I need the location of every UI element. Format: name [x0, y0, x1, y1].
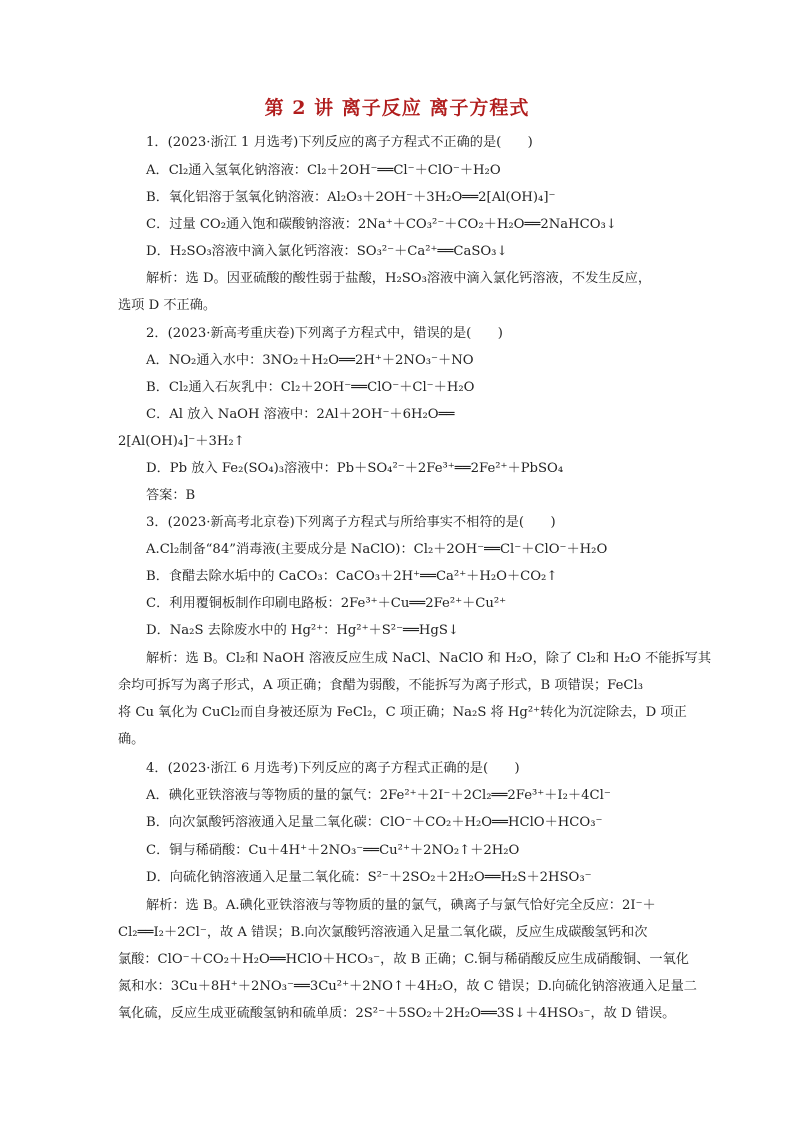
- q2-option-a: A．NO₂通入水中：3NO₂＋H₂O══2H⁺＋2NO₃⁻＋NO: [146, 353, 474, 368]
- question-3-stem: 3．(2023·新高考北京卷)下列离子方程式与所给事实不相符的是( ): [146, 515, 556, 530]
- q3-option-d: D．Na₂S 去除废水中的 Hg²⁺：Hg²⁺＋S²⁻══HgS↓: [146, 623, 459, 638]
- q4-option-a: A．碘化亚铁溶液与等物质的量的氯气：2Fe²⁺＋2I⁻＋2Cl₂══2Fe³⁺＋I₂＋4Cl⁻: [146, 788, 611, 803]
- q4-analysis-line-2: Cl₂══I₂＋2Cl⁻，故 A 错误；B.向次氯酸钙溶液通入足量二氧化碳，反应生成碳酸氢钙和次: [118, 925, 648, 940]
- q2-option-b: B．Cl₂通入石灰乳中：Cl₂＋2OH⁻══ClO⁻＋Cl⁻＋H₂O: [146, 380, 475, 395]
- q2-option-c-continued: 2[Al(OH)₄]⁻＋3H₂↑: [118, 434, 245, 449]
- q2-answer: 答案：B: [146, 488, 196, 503]
- q4-option-c: C．铜与稀硝酸：Cu＋4H⁺＋2NO₃⁻══Cu²⁺＋2NO₂↑＋2H₂O: [146, 843, 520, 858]
- q4-analysis-line-5: 氧化硫，反应生成亚硫酸氢钠和硫单质：2S²⁻＋5SO₂＋2H₂O══3S↓＋4HSO₃⁻，故 D 错误。: [118, 1006, 676, 1021]
- q3-analysis-line-4: 确。: [118, 732, 145, 747]
- question-1-stem: 1．(2023·浙江 1 月选考)下列反应的离子方程式不正确的是( ): [146, 135, 533, 150]
- q4-analysis-line-3: 氯酸：ClO⁻＋CO₂＋H₂O══HClO＋HCO₃⁻，故 B 正确；C.铜与稀硝酸反应生成硝酸铜、一氧化: [118, 952, 689, 967]
- q1-option-c: C．过量 CO₂通入饱和碳酸钠溶液：2Na⁺＋CO₃²⁻＋CO₂＋H₂O══2NaHCO₃↓: [146, 217, 617, 232]
- q2-option-d: D．Pb 放入 Fe₂(SO₄)₃溶液中：Pb＋SO₄²⁻＋2Fe³⁺══2Fe²⁺＋PbSO₄: [146, 461, 564, 476]
- q4-analysis-line-1: 解析：选 B。A.碘化亚铁溶液与等物质的量的氯气，碘离子与氯气恰好完全反应：2I⁻＋: [146, 898, 656, 913]
- q4-option-d: D．向硫化钠溶液通入足量二氧化硫：S²⁻＋2SO₂＋2H₂O══H₂S＋2HSO₃⁻: [146, 870, 592, 885]
- q1-option-d: D．H₂SO₃溶液中滴入氯化钙溶液：SO₃²⁻＋Ca²⁺══CaSO₃↓: [146, 244, 508, 259]
- q4-option-b: B．向次氯酸钙溶液通入足量二氧化碳：ClO⁻＋CO₂＋H₂O══HClO＋HCO₃⁻: [146, 815, 603, 830]
- page-title: 第 2 讲 离子反应 离子方程式: [264, 97, 530, 119]
- q1-analysis-line-2: 选项 D 不正确。: [118, 298, 217, 313]
- q3-option-b: B．食醋去除水垢中的 CaCO₃：CaCO₃＋2H⁺══Ca²⁺＋H₂O＋CO₂↑: [146, 569, 558, 584]
- q3-analysis-line-2: 余均可拆写为离子形式，A 项正确；食醋为弱酸，不能拆写为离子形式，B 项错误；FeCl₃: [118, 678, 643, 693]
- q1-option-b: B．氧化铝溶于氢氧化钠溶液：Al₂O₃＋2OH⁻＋3H₂O══2[Al(OH)₄]⁻: [146, 190, 556, 205]
- q3-option-c: C．利用覆铜板制作印刷电路板：2Fe³⁺＋Cu══2Fe²⁺＋Cu²⁺: [146, 596, 507, 611]
- q1-analysis-line-1: 解析：选 D。因亚硫酸的酸性弱于盐酸，H₂SO₃溶液中滴入氯化钙溶液，不发生反应，: [146, 271, 652, 286]
- q2-option-c: C．Al 放入 NaOH 溶液中：2Al＋2OH⁻＋6H₂O══: [146, 407, 455, 422]
- question-2-stem: 2．(2023·新高考重庆卷)下列离子方程式中，错误的是( ): [146, 326, 503, 341]
- q3-analysis-line-3: 将 Cu 氧化为 CuCl₂而自身被还原为 FeCl₂，C 项正确；Na₂S 将 Hg²⁺转化为沉淀除去，D 项正: [118, 705, 687, 720]
- q3-option-a: A.Cl₂制备“84”消毒液(主要成分是 NaClO)：Cl₂＋2OH⁻══Cl⁻＋ClO⁻＋H₂O: [146, 542, 608, 557]
- q3-analysis-line-1: 解析：选 B。Cl₂和 NaOH 溶液反应生成 NaCl、NaClO 和 H₂O，除了 Cl₂和 H₂O 不能拆写其: [146, 651, 712, 666]
- q4-analysis-line-4: 氮和水：3Cu＋8H⁺＋2NO₃⁻══3Cu²⁺＋2NO↑＋4H₂O，故 C 错误；D.向硫化钠溶液通入足量二: [118, 979, 697, 994]
- question-4-stem: 4．(2023·浙江 6 月选考)下列反应的离子方程式正确的是( ): [146, 761, 520, 776]
- q1-option-a: A．Cl₂通入氢氧化钠溶液：Cl₂＋2OH⁻══Cl⁻＋ClO⁻＋H₂O: [146, 163, 501, 178]
